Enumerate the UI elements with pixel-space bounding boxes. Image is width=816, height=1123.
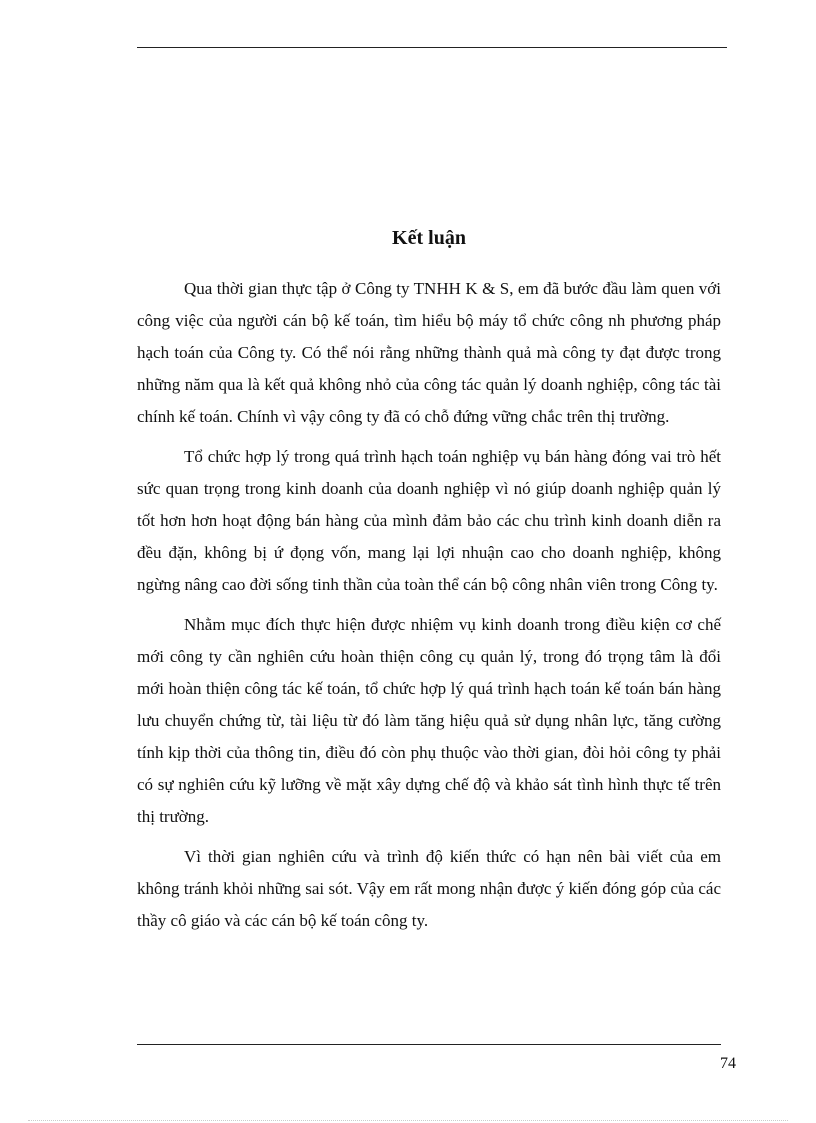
paragraph-1: Qua thời gian thực tập ở Công ty TNHH K & S, em đã bước đầu làm quen với công việc của người cán bộ kế toán, tìm hiểu bộ máy tổ chức công nh phương pháp hạch toán của Công ty. Có thể nói rằng những thành quả mà công ty đạt được trong những năm qua là kết quả không nhỏ của công tác quản lý doanh nghiệp, công tác tài chính kế toán. Chính vì vậy công ty đã có chỗ đứng vững chắc trên thị trường. <box>137 279 721 426</box>
paragraph-2: Tổ chức hợp lý trong quá trình hạch toán nghiệp vụ bán hàng đóng vai trò hết sức quan trọng trong kinh doanh của doanh nghiệp vì nó giúp doanh nghiệp quản lý tốt hơn hơn hoạt động bán hàng của mình đảm bảo các chu trình kinh doanh diễn ra đều đặn, không bị ứ đọng vốn, mang lại lợi nhuận cao cho doanh nghiệp, không ngừng nâng cao đời sống tinh thần của toàn thể cán bộ công nhân viên trong Công ty. <box>137 447 721 594</box>
paragraph-4: Vì thời gian nghiên cứu và trình độ kiến thức có hạn nên bài viết của em không tránh khỏi những sai sót. Vậy em rất mong nhận được ý kiến đóng góp của các thầy cô giáo và các cán bộ kế toán công ty. <box>137 847 721 930</box>
document-body <box>137 273 721 945</box>
page-number: 74 <box>720 1055 736 1072</box>
footer-rule <box>137 1044 721 1045</box>
paragraph-3: Nhằm mục đích thực hiện được nhiệm vụ kinh doanh trong điều kiện cơ chế mới công ty cần nghiên cứu hoàn thiện công cụ quản lý, trong đó trọng tâm là đổi mới hoàn thiện công tác kế toán, tổ chức hợp lý quá trình hạch toán kế toán bán hàng lưu chuyển chứng từ, tài liệu từ đó làm tăng hiệu quả sử dụng nhân lực, tăng cường tính kịp thời của thông tin, điều đó còn phụ thuộc vào thời gian, đòi hỏi công ty phải có sự nghiên cứu kỹ lưỡng về mặt xây dựng chế độ và khảo sát tình hình thực tế trên thị trường. <box>137 615 721 826</box>
header-rule <box>137 47 727 48</box>
page-title: Kết luận <box>392 227 466 249</box>
page-edge-divider <box>28 1120 788 1121</box>
